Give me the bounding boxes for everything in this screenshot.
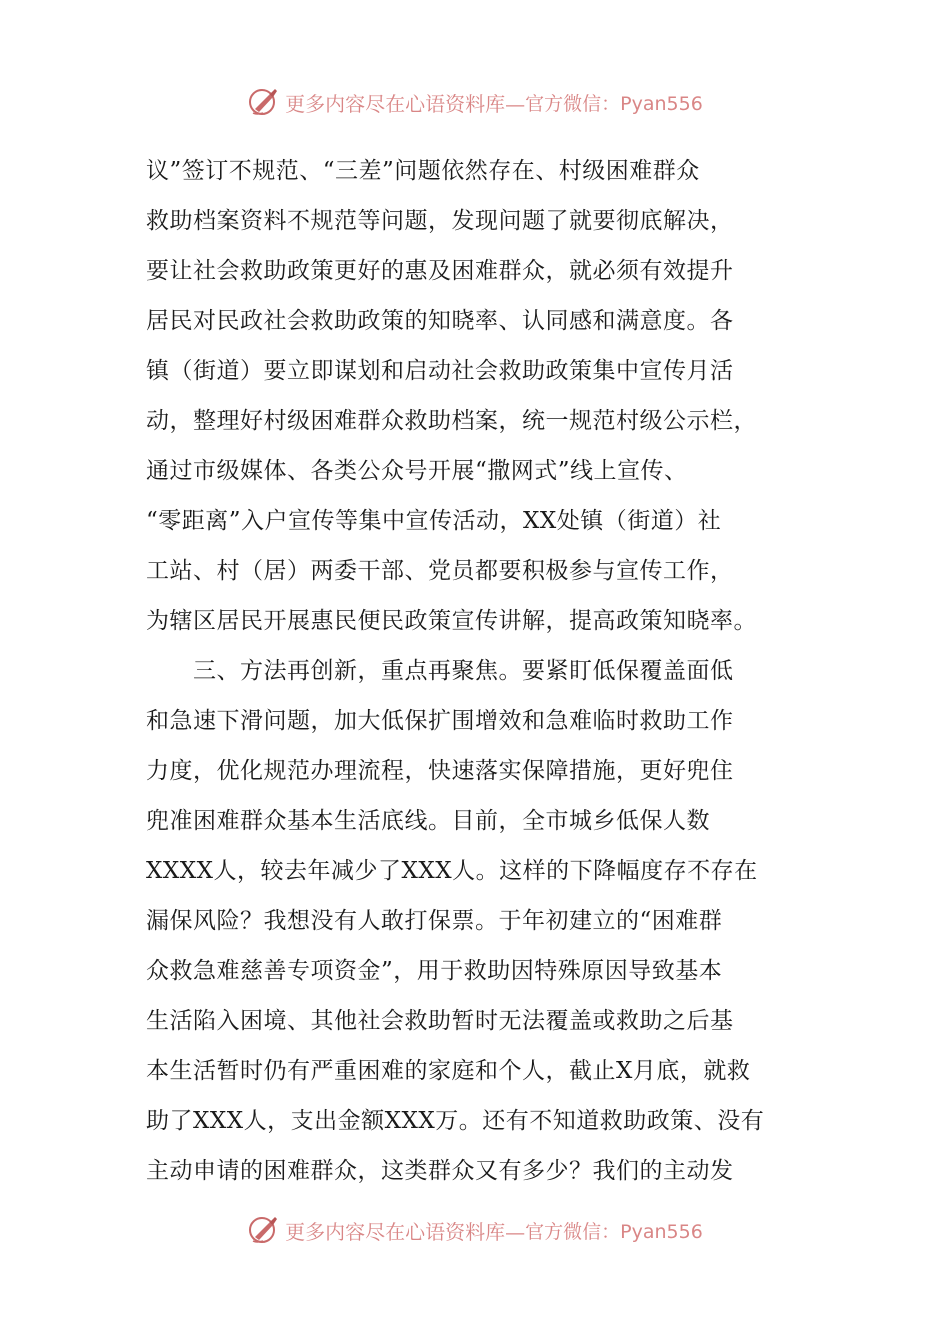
text-line: 镇（街道）要立即谋划和启动社会救助政策集中宣传月活: [146, 358, 734, 384]
banner-text: 更多内容尽在心语资料库—: [285, 1219, 526, 1244]
text-line: 要让社会救助政策更好的惠及困难群众，就必须有效提升: [146, 258, 734, 284]
banner-wechat: 官方微信：Pyan556: [525, 1220, 703, 1243]
text-line: 居民对民政社会救助政策的知晓率、认同感和满意度。各: [146, 308, 734, 334]
text-line: 主动申请的困难群众，这类群众又有多少？我们的主动发: [146, 1158, 734, 1184]
text-line: 本生活暂时仍有严重困难的家庭和个人，截止X月底，就救: [146, 1058, 751, 1084]
text-line: “零距离”入户宣传等集中宣传活动，XX处镇（街道）社: [146, 508, 722, 534]
text-line: 为辖区居民开展惠民便民政策宣传讲解，提高政策知晓率。: [146, 608, 757, 634]
text-line: 三、方法再创新，重点再聚焦。要紧盯低保覆盖面低: [146, 658, 734, 684]
pen-logo-icon: [247, 1213, 281, 1247]
document-body: [146, 146, 810, 1196]
text-line: XXXX人，较去年减少了XXX人。这样的下降幅度存不存在: [146, 858, 758, 884]
text-line: 众救急难慈善专项资金”，用于救助因特殊原因导致基本: [146, 958, 723, 984]
text-line: 漏保风险？我想没有人敢打保票。于年初建立的“困难群: [146, 908, 723, 934]
banner-text: 更多内容尽在心语资料库—: [285, 91, 526, 116]
header-watermark-banner: [0, 82, 950, 122]
text-line: 助了XXX人，支出金额XXX万。还有不知道救助政策、没有: [146, 1108, 765, 1134]
text-line: 工站、村（居）两委干部、党员都要积极参与宣传工作，: [146, 558, 734, 584]
footer-watermark-banner: [0, 1210, 950, 1250]
text-line: 生活陷入困境、其他社会救助暂时无法覆盖或救助之后基: [146, 1008, 734, 1034]
text-line: 通过市级媒体、各类公众号开展“撒网式”线上宣传、: [146, 458, 688, 484]
banner-wechat: 官方微信：Pyan556: [525, 92, 703, 115]
text-line: 动，整理好村级困难群众救助档案，统一规范村级公示栏，: [146, 408, 757, 434]
text-line: 力度，优化规范办理流程，快速落实保障措施，更好兜住: [146, 758, 734, 784]
pen-logo-icon: [247, 85, 281, 119]
text-line: 和急速下滑问题，加大低保扩围增效和急难临时救助工作: [146, 708, 734, 734]
text-line: 议”签订不规范、“三差”问题依然存在、村级困难群众: [146, 158, 700, 184]
text-line: 兜准困难群众基本生活底线。目前，全市城乡低保人数: [146, 808, 710, 834]
text-line: 救助档案资料不规范等问题，发现问题了就要彻底解决，: [146, 208, 734, 234]
